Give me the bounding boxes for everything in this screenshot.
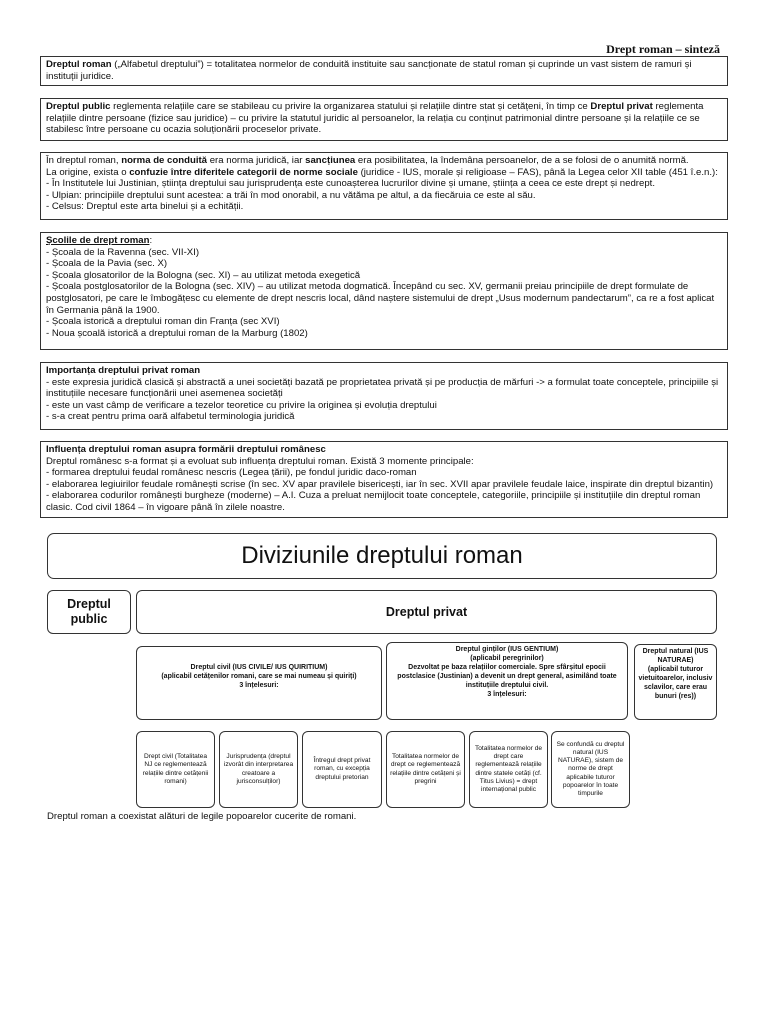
norms-text: era posibilitatea, la îndemâna persoanelor, de a se folosi de o anumită normă. [355, 155, 689, 166]
schools-title: Școlile de drept roman [46, 235, 150, 246]
gentium-law-desc: (aplicabil peregrinilor) [470, 655, 544, 662]
importance-heading [46, 365, 722, 377]
schools-box [40, 232, 728, 350]
civil-law-name: Dreptul civil (IUS CIVILE/ IUS QUIRITIUM) [190, 664, 328, 671]
peregrine-norms-leaf [386, 731, 465, 808]
importance-item: - este expresia juridică clasică și abstractă a unei societăți bazată pe proprietatea privată și pe producția de mărfuri -> a formulat toate conceptele, principiile și instituțiile necesare funcționării unei asemenea societăți [46, 376, 719, 400]
influence-box [40, 441, 728, 518]
confusion-text: La origine, exista o [46, 166, 130, 178]
gentium-law-history: Dezvoltat pe baza relațiilor comerciale. Spre sfârșitul epocii postclasice (Justinian) a devenit un drept general, asimilând toate instituțiile dreptului civil. [397, 664, 617, 689]
public-private-box [40, 98, 728, 141]
public-law-text: reglementa relațiile care se stabileau cu privire la organizarea statului și relațiile dintre stat și cetățeni, în timp ce [110, 101, 591, 112]
civil-sense-leaf [136, 731, 215, 808]
norms-term: norma de conduită [121, 155, 208, 166]
celsus-line: - Celsus: Dreptul este arta binelui și a echității. [46, 201, 244, 213]
importance-item: - este un vast câmp de verificare a tezelor teoretice cu privire la originea și evoluția dreptului [46, 399, 437, 411]
private-law-leaf [302, 731, 382, 808]
ulpian-line: - Ulpian: principiile dreptului sunt acestea: a trăi în mod onorabil, a nu vătăma pe altul, a da fiecăruia ce este al său. [46, 189, 536, 201]
civil-law-desc: (aplicabil cetățenilor romani, care se mai numeau și quiriți) [161, 673, 357, 680]
school-item: - Școala de la Pavia (sec. X) [46, 258, 168, 270]
norms-box [40, 152, 728, 220]
diagram-title: Diviziunile dreptului roman [47, 533, 717, 579]
leaf-text: Totalitatea normelor de drept ce reglementează relațiile dintre cetățeni și pregrini [390, 753, 461, 785]
influence-item: - elaborarea legiuirilor feudale românești scrise (în sec. XV apar pravilele bisericești, iar în sec. XVII apar pravilele feudale laice, inspirate din dreptul bizantin) [46, 478, 714, 490]
norms-line [46, 155, 722, 167]
page-header-title: Drept roman – sinteză [606, 42, 720, 56]
influence-item: - elaborarea codurilor românești burgheze (moderne) – A.I. Cuza a preluat nemijlocit toate conceptele, categoriile, principiile și instituțiile din dreptul roman clasic. Cod civil 1864 – în vigoare până în zilele noastre. [46, 490, 701, 513]
influence-item: - formarea dreptului feudal românesc nescris (Legea țării), pe fondul juridic daco-roman [46, 467, 417, 479]
gentium-law-name: Dreptul ginților (IUS GENTIUM) [455, 646, 559, 653]
influence-heading [46, 444, 722, 456]
influence-item: Dreptul românesc s-a format și a evoluat sub influența dreptului roman. Există 3 momente principale: [46, 455, 474, 467]
international-law-leaf [469, 731, 548, 808]
gentium-law-node [386, 642, 628, 720]
school-item: - Noua școală istorică a dreptului roman de la Marburg (1802) [46, 327, 308, 339]
school-item: - Școala de la Ravenna (sec. VII-XI) [46, 246, 200, 258]
private-law-term: Dreptul privat [590, 101, 653, 112]
schools-heading [46, 235, 722, 247]
natural-law-desc: (aplicabil tuturor vietuitoarelor, inclusiv sclavilor, care erau bunuri (res)) [638, 666, 713, 700]
leaf-text: Totalitatea normelor de drept care reglementează relațiile dintre statele cetăți (cf. Titus Livius) = drept internațional public [474, 744, 543, 793]
private-law-node: Dreptul privat [136, 590, 717, 634]
public-law-term: Dreptul public [46, 101, 111, 112]
justinian-line: - În Institutele lui Justinian, știința dreptului sau jurisprudența este cunoașterea lucrurilor divine și umane, știința a ceea ce este drept și nedrept. [46, 178, 656, 190]
jurisprudence-leaf [219, 731, 298, 808]
leaf-text: Jurisprudența (dreptul izvorât din interpretarea creatoare a jurisconsulților) [223, 753, 294, 785]
civil-law-senses: 3 înțelesuri: [239, 682, 279, 689]
confusion-term: confuzie între diferitele categorii de norme sociale [129, 166, 358, 178]
importance-item: - s-a creat pentru prima oară alfabetul terminologia juridică [46, 411, 295, 423]
norms-text: În dreptul roman, [46, 155, 122, 166]
public-law-node: Dreptul public [47, 590, 131, 634]
leaf-text: Se confundă cu dreptul natural (IUS NATURAE), sistem de norme de drept aplicabile tuturor popoarelor în toate timpurile [556, 740, 625, 797]
civil-law-node [136, 646, 382, 720]
footer-note: Dreptul roman a coexistat alături de legile popoarelor cucerite de romani. [47, 811, 357, 822]
private-law-text: reglementa relațiile dintre persoane (fizice sau juridice) – cu privire la statutul juridic al persoanelor, la relația cu conținut patrimonial dintre persoane și la relațiile ce se stabilesc între persoane cu ocazia soluționării proceselor private. [46, 101, 704, 136]
confusion-text: (juridice - IUS, morale și religioase – FAS), până la Legea celor XII table (451 î.e.n.): [357, 166, 718, 178]
leaf-text: Întregul drept privat roman, cu excepția dreptului pretorian [313, 757, 371, 781]
importance-box [40, 362, 728, 430]
norms-text: era norma juridică, iar [207, 155, 306, 166]
leaf-text: Drept civil (Totalitatea NJ ce reglementează relațiile dintre cetățenii romani) [142, 753, 209, 785]
importance-title: Importanța dreptului privat roman [46, 365, 201, 376]
definition-term: Dreptul roman [46, 59, 112, 70]
school-item: - Școala postglosatorilor de la Bologna (sec. XIV) – au utilizat metoda dogmatică. Începând cu sec. XV, germanii preiau principiile de drept formulate de postglosatori, pe care le îmbogățesc cu elemente de drept nescris local, dând naștere sistemului de drept „Usus modernum pandectarum”, ca re a fost aplicat în Germania până la 1900. [46, 281, 715, 316]
school-item: - Școala istorică a dreptului roman din Franța (sec XVI) [46, 316, 280, 328]
natural-law-leaf [551, 731, 630, 808]
natural-law-name: Dreptul natural (IUS NATURAE) [642, 648, 709, 664]
definition-text: („Alfabetul dreptului”) = totalitatea normelor de conduită instituite sau sancționate de statul roman și cuprinde un vast sistem de ramuri și instituții juridice. [46, 59, 692, 82]
gentium-law-senses: 3 înțelesuri: [487, 691, 527, 698]
school-item: - Școala glosatorilor de la Bologna (sec. XI) – au utilizat metoda exegetică [46, 269, 361, 281]
influence-title: Influența dreptului roman asupra formării dreptului românesc [46, 444, 326, 455]
sanction-term: sancțiunea [305, 155, 356, 166]
natural-law-node [634, 644, 717, 720]
confusion-line [46, 167, 722, 179]
schools-colon: : [149, 235, 153, 246]
definition-box [40, 56, 728, 86]
